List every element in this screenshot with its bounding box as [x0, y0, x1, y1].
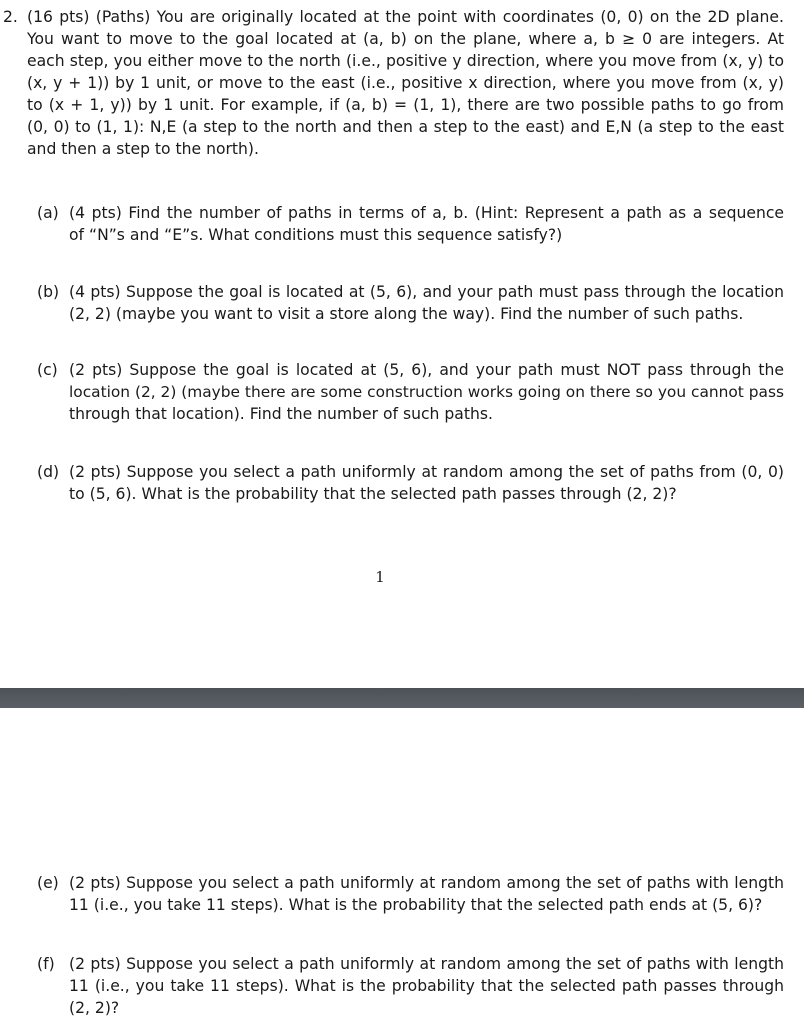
part-label: (b) — [37, 283, 60, 301]
problem-line: and then a step to the north). — [27, 140, 259, 158]
part-label: (c) — [37, 361, 58, 379]
part-line: (2 pts) Suppose you select a path uniformly at random among the set of paths with length — [69, 955, 784, 973]
problem-line: to (x + 1, y)) by 1 unit. For example, if (a, b) = (1, 1), there are two possible paths to go from — [27, 96, 784, 114]
page-number: 1 — [375, 568, 385, 586]
part-line: 11 (i.e., you take 11 steps). What is the probability that the selected path passes through — [69, 977, 784, 995]
problem-line: You want to move to the goal located at (a, b) on the plane, where a, b ≥ 0 are integers. At — [27, 30, 784, 48]
part-label: (e) — [37, 874, 59, 892]
page-divider — [0, 688, 804, 708]
problem-line: (0, 0) to (1, 1): N,E (a step to the north and then a step to the east) and E,N (a step to the east — [27, 118, 784, 136]
part-line: (2 pts) Suppose you select a path uniformly at random among the set of paths from (0, 0) — [69, 463, 784, 481]
part-line: (4 pts) Find the number of paths in terms of a, b. (Hint: Represent a path as a sequence — [69, 204, 784, 222]
part-line: 11 (i.e., you take 11 steps). What is the probability that the selected path ends at (5, 6)? — [69, 896, 763, 914]
part-line: (4 pts) Suppose the goal is located at (5, 6), and your path must pass through the location — [69, 283, 784, 301]
part-line: (2 pts) Suppose you select a path uniformly at random among the set of paths with length — [69, 874, 784, 892]
part-label: (a) — [37, 204, 59, 222]
part-line: to (5, 6). What is the probability that the selected path passes through (2, 2)? — [69, 485, 677, 503]
part-line: of “N”s and “E”s. What conditions must this sequence satisfy?) — [69, 226, 563, 244]
part-line: (2, 2) (maybe you want to visit a store along the way). Find the number of such paths. — [69, 305, 744, 323]
problem-number: 2. — [3, 8, 18, 26]
problem-line: each step, you either move to the north (i.e., positive y direction, where you move from (x, y) to — [27, 52, 784, 70]
problem-line: (16 pts) (Paths) You are originally located at the point with coordinates (0, 0) on the 2D plane. — [27, 8, 784, 26]
part-label: (f) — [37, 955, 55, 973]
part-line: (2, 2)? — [69, 999, 120, 1017]
part-line: location (2, 2) (maybe there are some construction works going on there so you cannot pass — [69, 383, 784, 401]
part-line: (2 pts) Suppose the goal is located at (5, 6), and your path must NOT pass through the — [69, 361, 784, 379]
problem-line: (x, y + 1)) by 1 unit, or move to the east (i.e., positive x direction, where you move from (x, y) — [27, 74, 784, 92]
part-label: (d) — [37, 463, 60, 481]
part-line: through that location). Find the number of such paths. — [69, 405, 493, 423]
page-two — [0, 708, 804, 1024]
